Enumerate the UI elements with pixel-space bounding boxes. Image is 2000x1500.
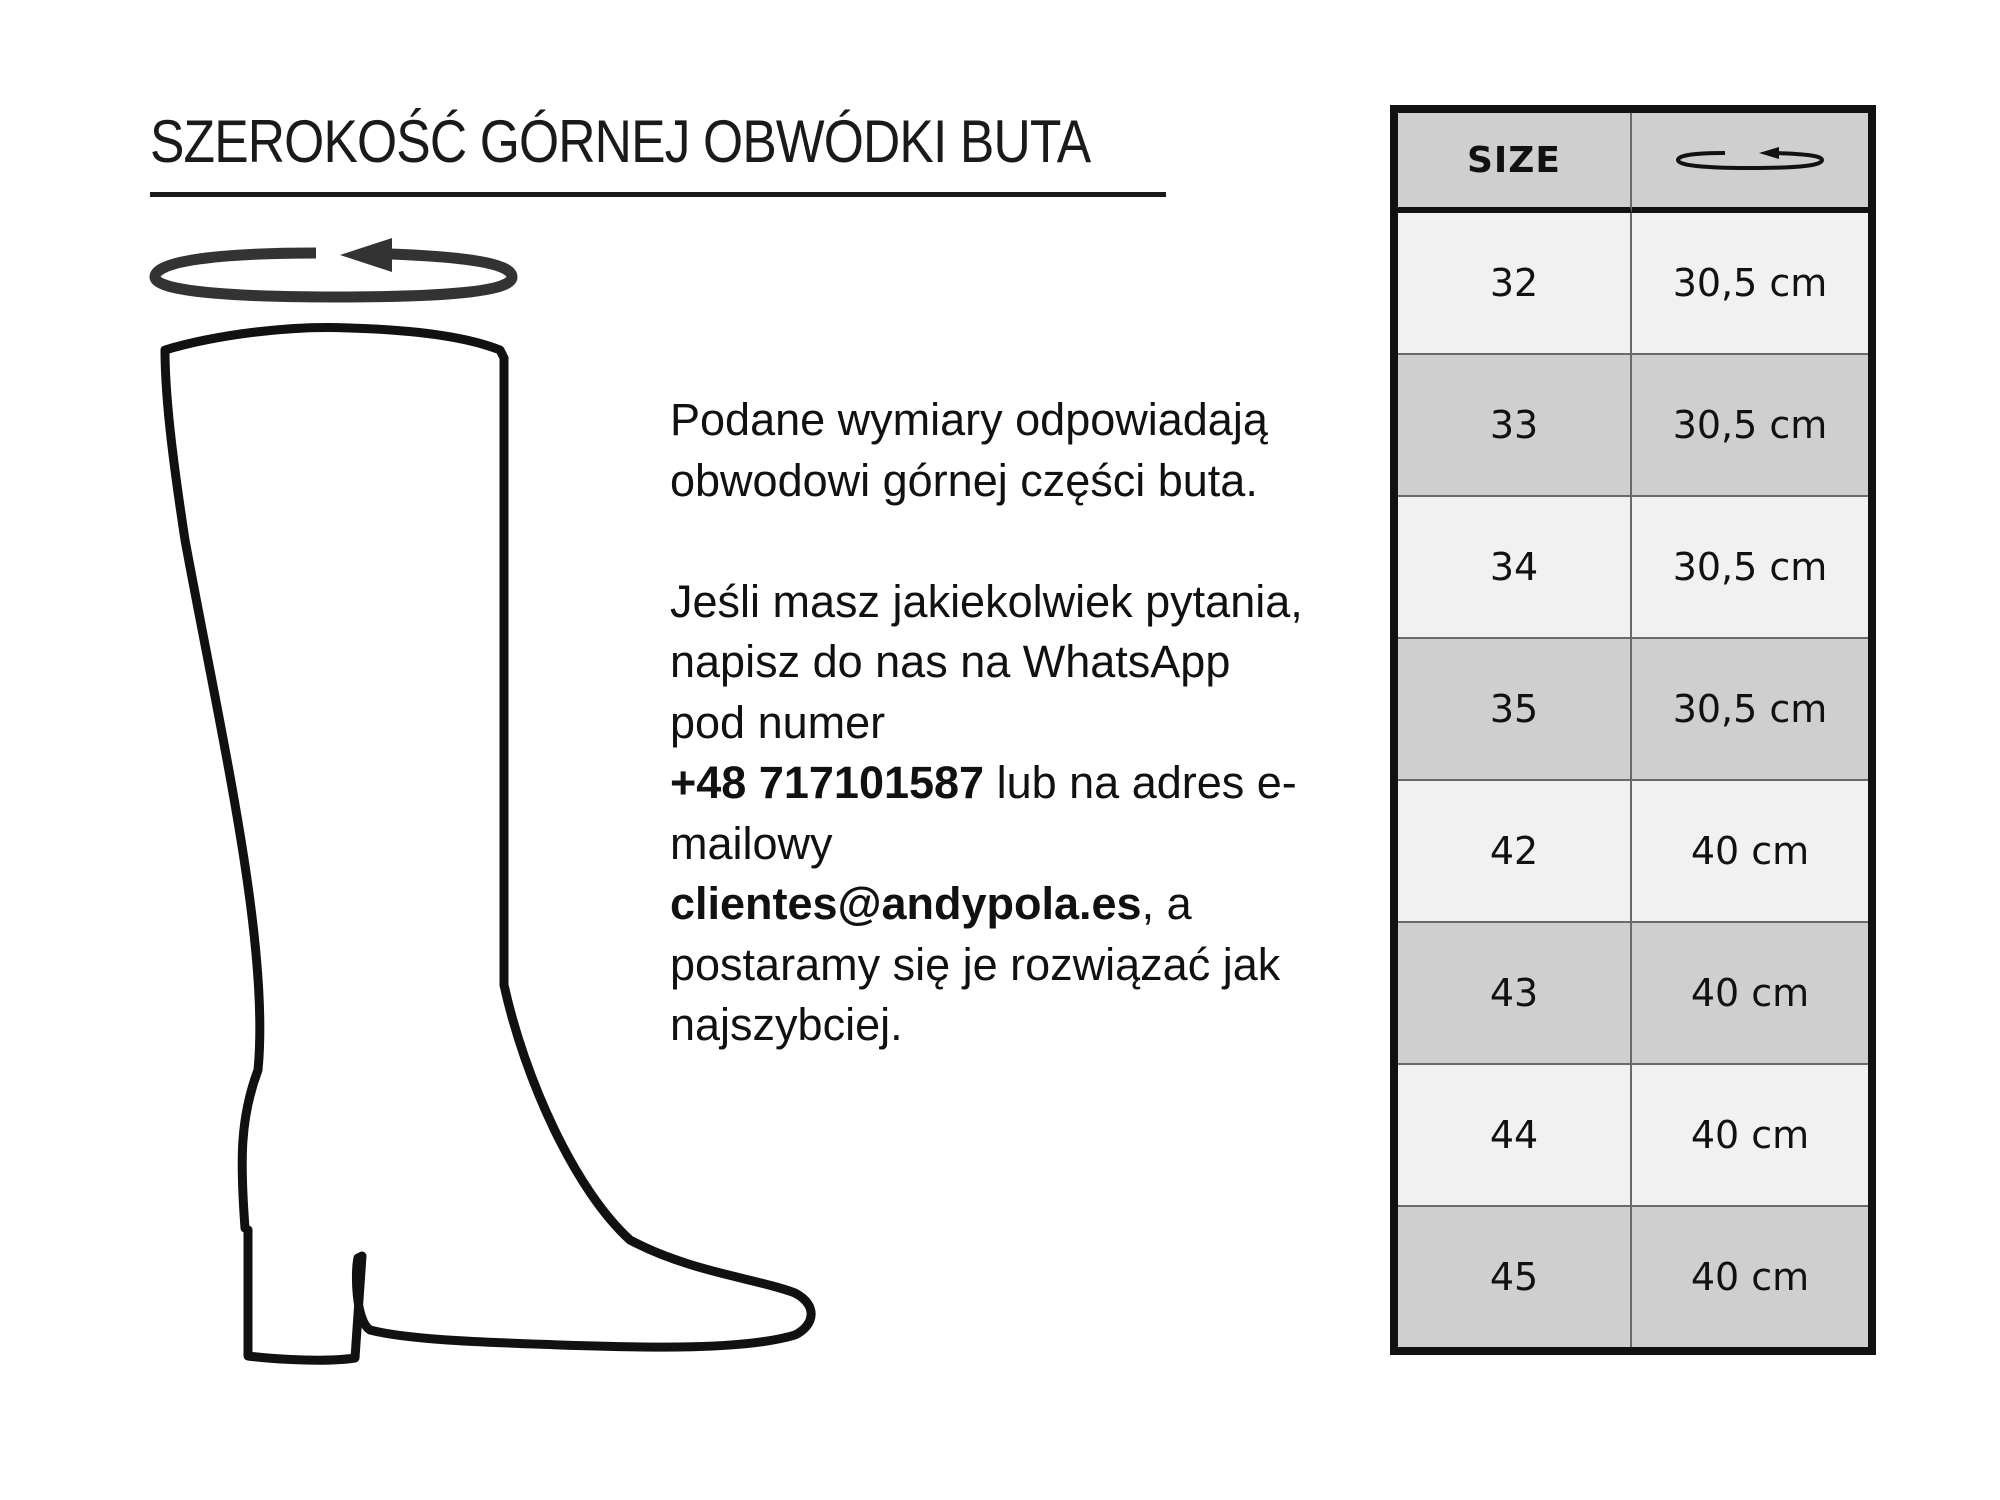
contact-end: , a postaramy się je rozwiązać jak najszybciej. [670, 878, 1281, 1050]
contact-middle: lub na adres e-mailowy [670, 757, 1297, 869]
size-cell: 45 [1398, 1207, 1632, 1347]
size-cell: 34 [1398, 497, 1632, 639]
size-cell: 43 [1398, 923, 1632, 1065]
size-cell: 35 [1398, 639, 1632, 781]
measurement-cell: 30,5 cm [1632, 213, 1868, 355]
table-header-row [1398, 113, 1868, 213]
circumference-arrow-icon [155, 238, 512, 297]
info-paragraph-dimensions: Podane wymiary odpowiadają obwodowi górnej części buta. [670, 394, 1268, 506]
size-cell: 33 [1398, 355, 1632, 497]
header-size: SIZE [1398, 113, 1632, 213]
circumference-arrow-icon [1675, 147, 1825, 173]
contact-intro: Jeśli masz jakiekolwiek pytania, napisz do nas na WhatsApp pod numer [670, 575, 1303, 748]
header-circumference [1632, 113, 1868, 213]
table-row [1398, 781, 1868, 923]
size-cell: 32 [1398, 213, 1632, 355]
info-paragraph-contact [670, 572, 1310, 1056]
page-title: SZEROKOŚĆ GÓRNEJ OBWÓDKI BUTA [150, 108, 1091, 175]
table-row [1398, 213, 1868, 355]
table-row [1398, 355, 1868, 497]
size-cell: 42 [1398, 781, 1632, 923]
info-text [670, 390, 1310, 1056]
measurement-cell: 30,5 cm [1632, 355, 1868, 497]
phone-number: +48 717101587 [670, 757, 985, 808]
size-table [1390, 105, 1876, 1355]
measurement-cell: 40 cm [1632, 781, 1868, 923]
table-row [1398, 923, 1868, 1065]
table-row [1398, 1065, 1868, 1207]
table-row [1398, 1207, 1868, 1347]
measurement-cell: 40 cm [1632, 923, 1868, 1065]
measurement-cell: 40 cm [1632, 1065, 1868, 1207]
measurement-cell: 30,5 cm [1632, 639, 1868, 781]
email-address: clientes@andypola.es [670, 878, 1142, 929]
size-cell: 44 [1398, 1065, 1632, 1207]
measurement-cell: 30,5 cm [1632, 497, 1868, 639]
table-row [1398, 639, 1868, 781]
table-row [1398, 497, 1868, 639]
measurement-cell: 40 cm [1632, 1207, 1868, 1347]
